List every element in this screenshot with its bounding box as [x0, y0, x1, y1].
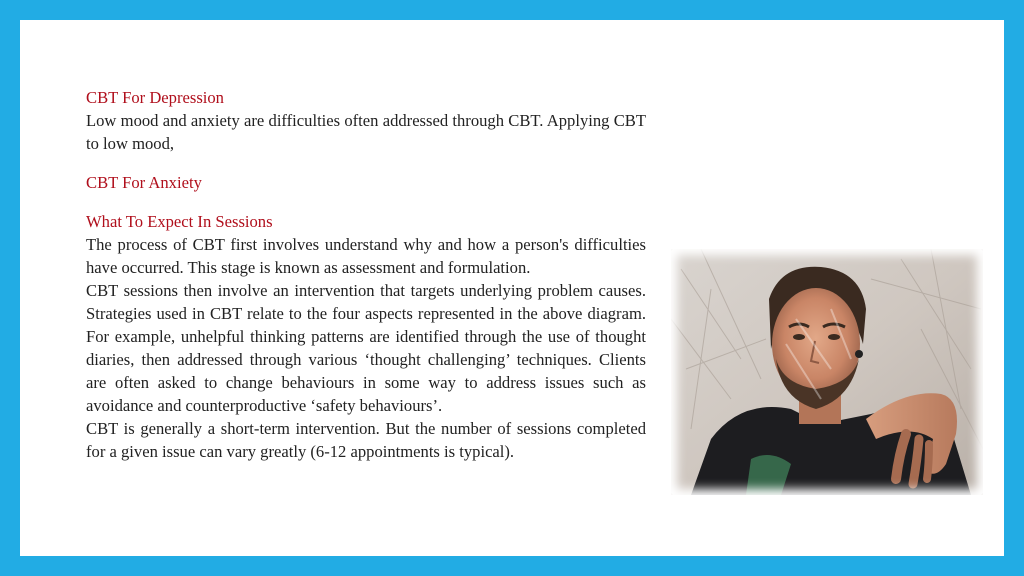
- paragraph-depression-intro: Low mood and anxiety are difficulties often addressed through CBT. Applying CBT to low mood,: [86, 111, 646, 153]
- heading-cbt-for-depression: CBT For Depression: [86, 88, 224, 107]
- slide-canvas: [20, 20, 1004, 556]
- heading-cbt-for-anxiety: CBT For Anxiety: [86, 173, 202, 192]
- paragraph-intervention: CBT sessions then involve an intervention that targets underlying problem causes. Strategies used in CBT relate to the four aspects represented in the above diagram. For example, unhelpful thinking patterns are identified through the use of thought diaries, then addressed through various ‘thought challenging’ techniques. Clients are often asked to change behaviours in some way to address issues such as avoidance and counterproductive ‘safety behaviours’.: [86, 281, 646, 415]
- spacer: [86, 155, 646, 171]
- portrait-photo: [671, 249, 983, 495]
- spacer: [86, 194, 646, 210]
- heading-what-to-expect: What To Expect In Sessions: [86, 212, 273, 231]
- paragraph-assessment: The process of CBT first involves understand why and how a person's difficulties have occurred. This stage is known as assessment and formulation.: [86, 235, 646, 277]
- portrait-illustration: [671, 249, 983, 495]
- paragraph-duration: CBT is generally a short-term intervention. But the number of sessions completed for a given issue can vary greatly (6-12 appointments is typical).: [86, 419, 646, 461]
- text-column: [86, 86, 646, 463]
